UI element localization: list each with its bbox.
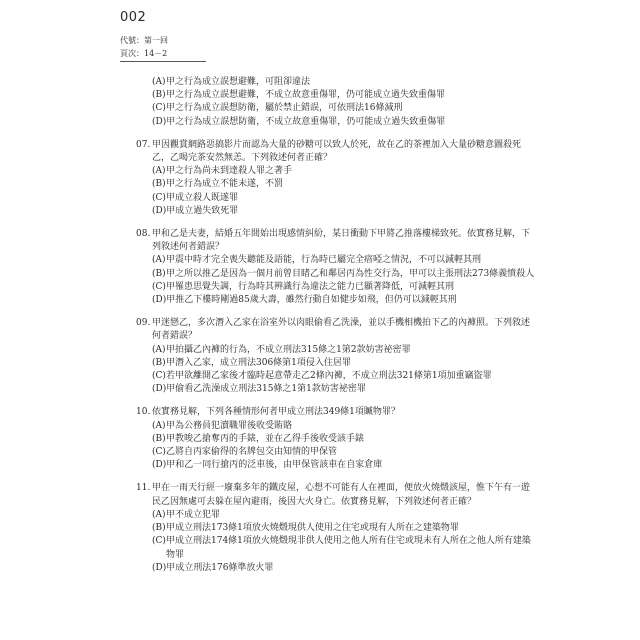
- question-stem: [136, 228, 536, 254]
- answer-option: [136, 383, 536, 396]
- answer-option: [136, 76, 536, 89]
- option-text: 甲之行為尚未到達殺人罪之著手: [166, 166, 293, 177]
- option-letter: (C): [152, 447, 166, 458]
- question-list: [136, 139, 536, 575]
- answer-option: [136, 357, 536, 370]
- answer-option: [136, 446, 536, 459]
- option-text: 甲之行為成立誤想防衛，屬於禁止錯誤，可依刑法16條減刑: [166, 103, 403, 114]
- option-letter: (B): [152, 268, 166, 279]
- question-text: 依實務見解，下列各種情形何者甲成立刑法349條1項贓物罪？: [152, 407, 400, 418]
- exam-header: [120, 34, 220, 60]
- header-divider: [120, 61, 206, 62]
- answer-option: [136, 420, 536, 433]
- option-text: 甲之所以推乙是因為一個月前曾目睹乙和鄰居丙為性交行為，甲可以主張刑法273條義憤殺人: [166, 268, 535, 279]
- option-text: 甲教唆乙搶奪丙的手錶，並在乙得手後收受該手錶: [166, 433, 365, 444]
- carryover-options: [136, 76, 536, 129]
- option-letter: (A): [152, 420, 166, 431]
- exam-code-line: 代號：第一回: [120, 36, 168, 45]
- answer-option: [136, 281, 536, 294]
- question-stem: [136, 317, 536, 343]
- question-text: 甲在一雨天行經一廢棄多年的鐵皮屋，心想不可能有人在裡面，便放火燒燬該屋，惟下午有一遊民乙因無處可去躲在屋內避雨，後因大火身亡。依實務見解，下列敘述何者正確？: [152, 483, 531, 507]
- option-letter: (B): [152, 90, 166, 101]
- option-letter: (A): [152, 255, 166, 266]
- option-letter: (B): [152, 179, 166, 190]
- answer-option: [136, 89, 536, 102]
- question-number: 07.: [136, 139, 151, 150]
- question-number: 11.: [136, 483, 151, 494]
- page-count-line: 頁次：14－2: [120, 49, 168, 58]
- question-block: [136, 139, 536, 218]
- option-letter: (A): [152, 509, 166, 520]
- option-letter: (C): [152, 103, 166, 114]
- option-letter: (B): [152, 433, 166, 444]
- option-text: 甲震中時才完全喪失聽能及語能，行為時已屬完全瘖啞之情況，不可以減輕其刑: [166, 255, 482, 266]
- option-text: 甲不成立犯罪: [166, 509, 221, 520]
- question-stem: [136, 406, 536, 419]
- answer-option: [136, 433, 536, 446]
- option-text: 甲潛入乙家，成立刑法306條第1項侵入住居罪: [166, 357, 351, 368]
- option-letter: (A): [152, 166, 166, 177]
- option-letter: (C): [152, 281, 166, 292]
- option-text: 甲成立刑法176條準放火罪: [166, 562, 274, 573]
- option-letter: (C): [152, 536, 166, 547]
- option-text: 甲之行為成立誤想避難，可阻卻違法: [166, 77, 311, 87]
- answer-option: [136, 294, 536, 307]
- question-number: 09.: [136, 318, 151, 329]
- question-text: 甲因觀賞網路惡搞影片而認為大量的砂糖可以致人於死，故在乙的茶裡加入大量砂糖意圖殺死乙，乙喝完茶安然無恙。下列敘述何者正確？: [152, 139, 522, 164]
- option-letter: (D): [152, 460, 167, 471]
- answer-option: [136, 459, 536, 472]
- question-stem: [136, 139, 536, 165]
- answer-option: [136, 116, 536, 129]
- option-text: 甲和乙一同行搶丙的泛車後，由甲保管該車在自家倉庫: [166, 460, 383, 471]
- question-number: 08.: [136, 229, 151, 240]
- answer-option: [136, 344, 536, 357]
- answer-option: [136, 205, 536, 218]
- question-number: 10.: [136, 407, 151, 418]
- answer-option: [136, 562, 536, 575]
- answer-option: [136, 254, 536, 267]
- question-block: [136, 317, 536, 396]
- answer-option: [136, 370, 536, 383]
- option-text: 乙將自丙家偷得的名牌包交由知情的甲保管: [166, 447, 338, 458]
- answer-option: [136, 535, 536, 561]
- questions-content: [136, 76, 536, 575]
- answer-option: [136, 102, 536, 115]
- option-text: 若甲欲離開乙家後才臨時起意帶走乙2條內褲，不成立刑法321條第1項加重竊盜罪: [166, 371, 492, 382]
- question-block: [136, 482, 536, 574]
- answer-option: [136, 522, 536, 535]
- option-letter: (D): [152, 562, 167, 573]
- option-text: 甲偷看乙洗澡成立刑法315條之1第1款妨害祕密罪: [166, 384, 366, 395]
- option-text: 甲拍攝乙內褲的行為，不成立刑法315條之1第2款妨害祕密罪: [166, 344, 411, 355]
- answer-option: [136, 509, 536, 522]
- option-letter: (A): [152, 77, 166, 87]
- option-text: 甲之行為成立不能未遂，不罰: [166, 179, 284, 190]
- option-letter: (D): [152, 384, 167, 395]
- question-text: 甲迷戀乙，多次潛入乙家在浴室外以肉眼偷看乙洗澡，並以手機相機拍下乙的內褲照。下列敘述何者錯誤？: [152, 318, 531, 342]
- question-block: [136, 406, 536, 472]
- option-text: 甲推乙下樓時剛過85歲大壽，雖然行動自如健步如飛，但仍可以減輕其刑: [166, 295, 457, 306]
- option-letter: (D): [152, 205, 167, 216]
- option-letter: (D): [152, 116, 167, 127]
- option-text: 甲為公務員犯瀆職罪後收受賄賂: [166, 420, 293, 431]
- question-text: 甲和乙是夫妻，結婚五年間始出現感情糾紛，某日衝動下甲將乙推落樓梯致死。依實務見解，下列敘述何者錯誤？: [152, 229, 531, 253]
- option-text: 甲之行為成立誤想防衛，不成立故意重傷罪，仍可能成立過失致重傷罪: [166, 116, 446, 127]
- question-stem: [136, 482, 536, 508]
- answer-option: [136, 178, 536, 191]
- option-text: 甲之行為成立誤想避難，不成立故意重傷罪，仍可能成立過失致重傷罪: [166, 90, 446, 101]
- answer-option: [136, 268, 536, 281]
- option-letter: (C): [152, 192, 166, 203]
- question-block: [136, 228, 536, 307]
- option-letter: (D): [152, 295, 167, 306]
- option-text: 甲成立刑法173條1項放火燒燬現供人使用之住宅或現有人所在之建築物罪: [166, 523, 459, 534]
- option-text: 甲成立刑法174條1項放火燒燬現非供人使用之他人所有住宅或現未有人所在之他人所有建築物罪: [166, 536, 531, 560]
- answer-option: [136, 192, 536, 205]
- answer-option: [136, 165, 536, 178]
- option-letter: (B): [152, 523, 166, 534]
- option-text: 甲成立過失致死罪: [166, 205, 239, 216]
- option-letter: (A): [152, 344, 166, 355]
- option-letter: (C): [152, 371, 166, 382]
- option-text: 甲罹患思覺失調，行為時其辨識行為違法之能力已顯著降低，可減輕其刑: [166, 281, 455, 292]
- option-letter: (B): [152, 357, 166, 368]
- page-number: 002: [120, 10, 147, 25]
- option-text: 甲成立殺人既遂罪: [166, 192, 239, 203]
